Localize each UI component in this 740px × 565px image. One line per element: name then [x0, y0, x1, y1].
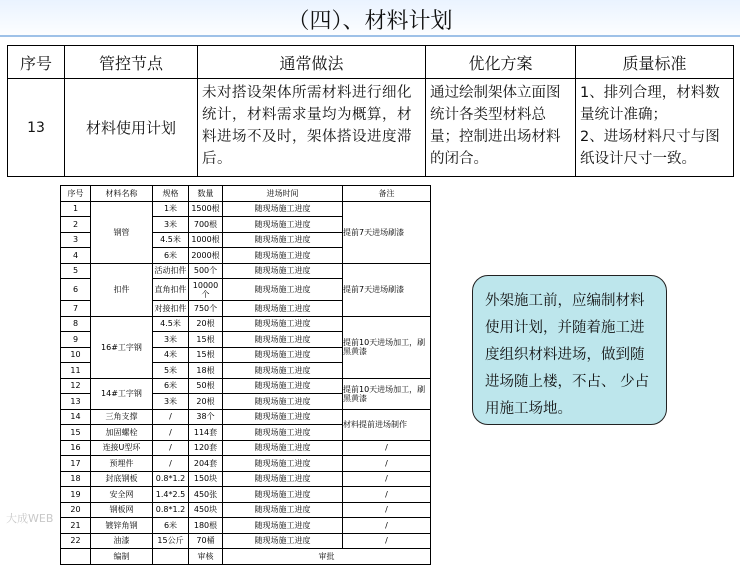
- table-row: [61, 409, 431, 425]
- plan-cell-qty: 18根: [189, 363, 223, 379]
- plan-cell-time: 随现场施工进度: [223, 502, 343, 518]
- row-no: 13: [8, 79, 65, 177]
- plan-cell-qty: 1500根: [189, 201, 223, 217]
- plan-cell-qty: 450块: [189, 502, 223, 518]
- plan-cell-qty: 15根: [189, 332, 223, 348]
- plan-cell-no: 21: [61, 518, 91, 534]
- plan-cell-time: 随现场施工进度: [223, 394, 343, 410]
- plan-cell-time: 随现场施工进度: [223, 471, 343, 487]
- plan-cell-name: 三角支撑: [91, 409, 153, 425]
- plan-cell-qty: 20根: [189, 316, 223, 332]
- plan-cell-qty: 450张: [189, 487, 223, 503]
- plan-cell-no: 14: [61, 409, 91, 425]
- plan-header-no: 序号: [61, 186, 91, 202]
- row-standard: 1、排列合理，材料数量统计准确； 2、进场材料尺寸与图纸设计尺寸一致。: [576, 79, 734, 177]
- plan-cell-qty: 750个: [189, 301, 223, 317]
- plan-cell-note: 提前10天进场加工，刷黑黄漆: [343, 378, 431, 409]
- table-row: [61, 201, 431, 217]
- plan-cell-note: /: [343, 518, 431, 534]
- plan-cell-no: 1: [61, 201, 91, 217]
- plan-cell-note: 提前7天进场刷漆: [343, 201, 431, 263]
- plan-cell-no: 3: [61, 232, 91, 248]
- material-plan-table: [60, 185, 431, 565]
- plan-footer-approve: 审批: [223, 549, 431, 565]
- watermark: 大成WEB: [6, 512, 54, 525]
- plan-cell-spec: 3米: [153, 332, 189, 348]
- plan-cell-qty: 180根: [189, 518, 223, 534]
- plan-cell-spec: /: [153, 456, 189, 472]
- plan-cell-spec: 1米: [153, 201, 189, 217]
- plan-cell-time: 随现场施工进度: [223, 316, 343, 332]
- plan-cell-qty: 50根: [189, 378, 223, 394]
- plan-header-row: [61, 186, 431, 202]
- plan-cell-spec: 6米: [153, 248, 189, 264]
- table-row: [61, 518, 431, 534]
- plan-cell-note: /: [343, 502, 431, 518]
- plan-cell-note: /: [343, 487, 431, 503]
- table-row: [61, 440, 431, 456]
- plan-footer-row: [61, 549, 431, 565]
- header-optimized: 优化方案: [426, 46, 576, 79]
- plan-cell-name: 安全网: [91, 487, 153, 503]
- plan-cell-no: 20: [61, 502, 91, 518]
- plan-cell-time: 随现场施工进度: [223, 248, 343, 264]
- plan-cell-name: 预埋件: [91, 456, 153, 472]
- plan-cell-name: 14#工字钢: [91, 378, 153, 409]
- plan-cell-spec: 5米: [153, 363, 189, 379]
- plan-header-qty: 数量: [189, 186, 223, 202]
- plan-cell-time: 随现场施工进度: [223, 347, 343, 363]
- plan-cell-spec: 对接扣件: [153, 301, 189, 317]
- plan-cell-time: 随现场施工进度: [223, 518, 343, 534]
- plan-cell-no: 4: [61, 248, 91, 264]
- plan-header-time: 进场时间: [223, 186, 343, 202]
- plan-cell-spec: 0.8*1.2: [153, 471, 189, 487]
- plan-cell-qty: 204套: [189, 456, 223, 472]
- header-standard: 质量标准: [576, 46, 734, 79]
- plan-cell-time: 随现场施工进度: [223, 232, 343, 248]
- plan-cell-note: 材料提前进场制作: [343, 409, 431, 440]
- plan-cell-no: 17: [61, 456, 91, 472]
- table-row: [61, 316, 431, 332]
- plan-cell-time: 随现场施工进度: [223, 301, 343, 317]
- plan-cell-time: 随现场施工进度: [223, 425, 343, 441]
- plan-cell-no: 12: [61, 378, 91, 394]
- control-table-header-row: [8, 46, 734, 79]
- plan-cell-name: 扣件: [91, 263, 153, 316]
- plan-cell-qty: 2000根: [189, 248, 223, 264]
- plan-cell-spec: 4.5米: [153, 316, 189, 332]
- plan-cell-spec: 6米: [153, 378, 189, 394]
- plan-cell-qty: 10000个: [189, 279, 223, 301]
- row-node: 材料使用计划: [65, 79, 198, 177]
- row-usual: 未对搭设架体所需材料进行细化统计，材料需求量均为概算，材料进场不及时，架体搭设进度滞后。: [198, 79, 426, 177]
- plan-cell-qty: 20根: [189, 394, 223, 410]
- plan-cell-time: 随现场施工进度: [223, 456, 343, 472]
- plan-cell-name: 连接U型环: [91, 440, 153, 456]
- plan-cell-name: 封底钢板: [91, 471, 153, 487]
- table-row: [61, 533, 431, 549]
- plan-cell-spec: 6米: [153, 518, 189, 534]
- plan-cell-qty: 120套: [189, 440, 223, 456]
- plan-cell-qty: 38个: [189, 409, 223, 425]
- plan-cell-name: 油漆: [91, 533, 153, 549]
- table-row: [61, 378, 431, 394]
- plan-cell-spec: /: [153, 425, 189, 441]
- plan-cell-name: 钢板网: [91, 502, 153, 518]
- header-no: 序号: [8, 46, 65, 79]
- plan-cell-no: 9: [61, 332, 91, 348]
- table-row: [61, 487, 431, 503]
- plan-cell-spec: 4.5米: [153, 232, 189, 248]
- plan-cell-qty: 114套: [189, 425, 223, 441]
- plan-cell-note: /: [343, 440, 431, 456]
- plan-cell-note: /: [343, 456, 431, 472]
- plan-cell-spec: 1.4*2.5: [153, 487, 189, 503]
- table-row: [61, 502, 431, 518]
- plan-cell-time: 随现场施工进度: [223, 440, 343, 456]
- table-row: [61, 471, 431, 487]
- plan-cell-no: 16: [61, 440, 91, 456]
- plan-cell-spec: 直角扣件: [153, 279, 189, 301]
- plan-cell-spec: 3米: [153, 217, 189, 233]
- plan-footer-compile: 编制: [91, 549, 153, 565]
- plan-cell-no: 8: [61, 316, 91, 332]
- plan-cell-time: 随现场施工进度: [223, 263, 343, 279]
- plan-cell-no: 5: [61, 263, 91, 279]
- control-table: [7, 45, 734, 177]
- plan-header-note: 备注: [343, 186, 431, 202]
- plan-cell-no: 13: [61, 394, 91, 410]
- plan-cell-qty: 15根: [189, 347, 223, 363]
- header-node: 管控节点: [65, 46, 198, 79]
- plan-cell-no: 22: [61, 533, 91, 549]
- plan-cell-note: /: [343, 533, 431, 549]
- plan-cell-spec: /: [153, 409, 189, 425]
- plan-cell-spec: 0.8*1.2: [153, 502, 189, 518]
- plan-cell-time: 随现场施工进度: [223, 409, 343, 425]
- note-box: 外架施工前，应编制材料使用计划，并随着施工进度组织材料进场，做到随进场随上楼，不占、 少占用施工场地。: [472, 275, 667, 425]
- row-optimized: 通过绘制架体立面图统计各类型材料总量；控制进出场材料的闭合。: [426, 79, 576, 177]
- plan-cell-note: 提前7天进场刷漆: [343, 263, 431, 316]
- plan-cell-no: 2: [61, 217, 91, 233]
- plan-cell-no: 19: [61, 487, 91, 503]
- plan-cell-spec: 3米: [153, 394, 189, 410]
- plan-cell-qty: 700根: [189, 217, 223, 233]
- plan-cell-name: 钢管: [91, 201, 153, 263]
- plan-cell-note: /: [343, 471, 431, 487]
- plan-cell-no: 15: [61, 425, 91, 441]
- page-title: （四）、材料计划: [287, 9, 453, 34]
- header-usual: 通常做法: [198, 46, 426, 79]
- plan-cell-no: 7: [61, 301, 91, 317]
- header-divider: [0, 35, 740, 37]
- plan-cell-name: 加固螺栓: [91, 425, 153, 441]
- plan-header-name: 材料名称: [91, 186, 153, 202]
- plan-cell-time: 随现场施工进度: [223, 363, 343, 379]
- plan-cell-qty: 1000根: [189, 232, 223, 248]
- plan-cell-time: 随现场施工进度: [223, 201, 343, 217]
- plan-cell-no: 18: [61, 471, 91, 487]
- plan-cell-no: 11: [61, 363, 91, 379]
- plan-cell-time: 随现场施工进度: [223, 217, 343, 233]
- table-row: [61, 456, 431, 472]
- plan-cell-spec: 4米: [153, 347, 189, 363]
- plan-footer-review: 审核: [189, 549, 223, 565]
- plan-cell-qty: 150块: [189, 471, 223, 487]
- plan-cell-qty: 500个: [189, 263, 223, 279]
- plan-cell-note: 提前10天进场加工，刷黑黄漆: [343, 316, 431, 378]
- plan-cell-spec: 15公斤: [153, 533, 189, 549]
- plan-cell-time: 随现场施工进度: [223, 279, 343, 301]
- plan-cell-time: 随现场施工进度: [223, 378, 343, 394]
- plan-cell-spec: 活动扣件: [153, 263, 189, 279]
- plan-footer-blank: [153, 549, 189, 565]
- plan-cell-no: 6: [61, 279, 91, 301]
- plan-cell-no: 10: [61, 347, 91, 363]
- plan-cell-name: 镀锌角钢: [91, 518, 153, 534]
- plan-cell-name: 16#工字钢: [91, 316, 153, 378]
- plan-footer-blank: [61, 549, 91, 565]
- table-row: [8, 79, 734, 177]
- plan-cell-qty: 70桶: [189, 533, 223, 549]
- plan-cell-spec: /: [153, 440, 189, 456]
- plan-cell-time: 随现场施工进度: [223, 533, 343, 549]
- table-row: [61, 263, 431, 279]
- plan-cell-time: 随现场施工进度: [223, 332, 343, 348]
- plan-cell-time: 随现场施工进度: [223, 487, 343, 503]
- plan-header-spec: 规格: [153, 186, 189, 202]
